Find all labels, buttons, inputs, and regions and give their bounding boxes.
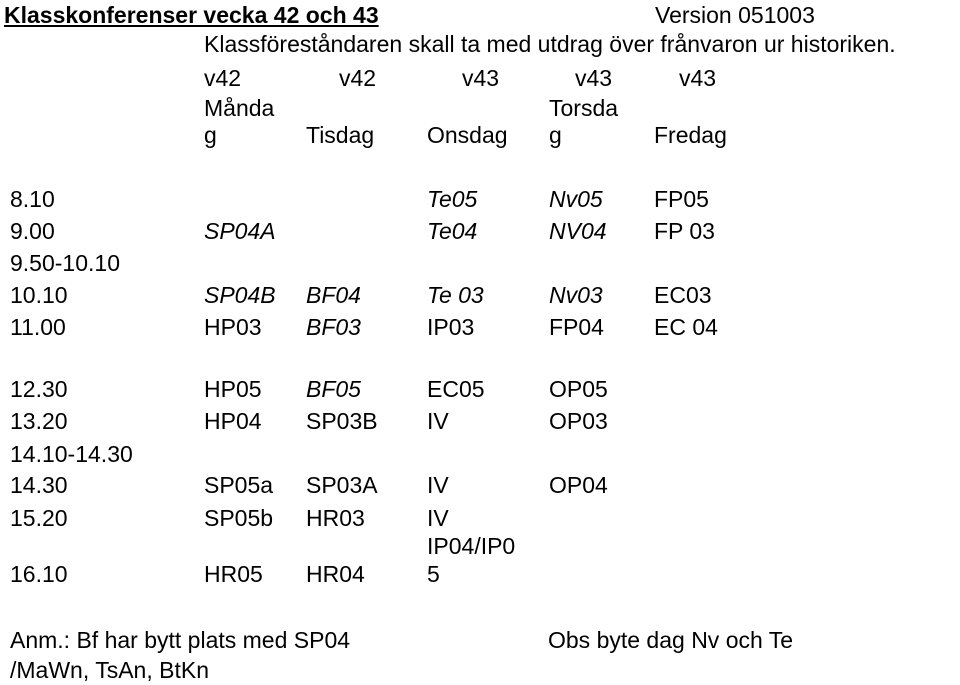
col-5-week: v43 xyxy=(679,65,717,91)
col-3-day: Onsdag xyxy=(427,122,508,148)
footer-note-right: Obs byte dag Nv och Te xyxy=(548,627,794,653)
col-4-day-line1: Torsda xyxy=(549,95,619,121)
footer-note-signatures: /MaWn, TsAn, BtKn xyxy=(10,657,209,683)
time-cell: 14.30 xyxy=(10,472,68,498)
schedule-cell: SP03B xyxy=(306,408,378,434)
time-cell: 12.30 xyxy=(10,376,68,402)
time-cell: 14.10-14.30 xyxy=(10,441,133,467)
page-title: Klasskonferenser vecka 42 och 43 xyxy=(4,2,379,28)
col-1-week: v42 xyxy=(204,65,242,91)
schedule-cell: SP05b xyxy=(204,505,274,531)
schedule-cell: BF04 xyxy=(306,282,361,308)
schedule-cell: FP 03 xyxy=(654,218,715,244)
schedule-cell: IV xyxy=(427,472,449,498)
schedule-cell: HP05 xyxy=(204,376,262,402)
schedule-cell: HP03 xyxy=(204,314,262,340)
schedule-cell: SP04B xyxy=(204,282,276,308)
time-cell: 10.10 xyxy=(10,282,68,308)
schedule-cell: EC05 xyxy=(427,376,485,402)
schedule-cell: SP04A xyxy=(204,218,276,244)
schedule-cell: NV04 xyxy=(549,218,607,244)
col-2-week: v42 xyxy=(339,65,377,91)
schedule-cell: SP03A xyxy=(306,472,378,498)
time-cell: 11.00 xyxy=(10,314,66,340)
schedule-cell: Te05 xyxy=(427,186,478,212)
schedule-cell-wrapped-line2: 5 xyxy=(427,561,440,587)
time-cell: 8.10 xyxy=(10,186,55,212)
schedule-cell: SP05a xyxy=(204,472,274,498)
time-cell: 9.50-10.10 xyxy=(10,250,120,276)
schedule-cell: IV xyxy=(427,505,449,531)
schedule-cell: OP05 xyxy=(549,376,608,402)
subtitle-note: Klassföreståndaren skall ta med utdrag över frånvaron ur historiken. xyxy=(204,31,896,57)
col-4-day-line2: g xyxy=(549,122,562,148)
schedule-cell: EC03 xyxy=(654,282,712,308)
schedule-cell: Te 03 xyxy=(427,282,484,308)
schedule-cell: HR05 xyxy=(204,561,263,587)
schedule-cell: BF05 xyxy=(306,376,361,402)
schedule-cell: Nv03 xyxy=(549,282,603,308)
time-cell: 13.20 xyxy=(10,408,68,434)
schedule-cell: HR03 xyxy=(306,505,365,531)
col-3-week: v43 xyxy=(462,65,500,91)
footer-note: Anm.: Bf har bytt plats med SP04 xyxy=(10,627,351,653)
time-cell: 16.10 xyxy=(10,561,68,587)
time-cell: 15.20 xyxy=(10,505,68,531)
col-2-day: Tisdag xyxy=(306,122,375,148)
schedule-cell: HR04 xyxy=(306,561,365,587)
col-4-week: v43 xyxy=(575,65,613,91)
schedule-cell: FP05 xyxy=(654,186,709,212)
schedule-cell: OP04 xyxy=(549,472,608,498)
time-cell: 9.00 xyxy=(10,218,55,244)
col-5-day: Fredag xyxy=(654,122,727,148)
schedule-cell: IV xyxy=(427,408,449,434)
version-label: Version 051003 xyxy=(655,2,815,28)
schedule-cell: OP03 xyxy=(549,408,608,434)
schedule-cell: Te04 xyxy=(427,218,478,244)
schedule-cell: HP04 xyxy=(204,408,262,434)
schedule-cell: Nv05 xyxy=(549,186,603,212)
schedule-cell: IP03 xyxy=(427,314,475,340)
col-1-day-line2: g xyxy=(204,122,217,148)
schedule-cell: BF03 xyxy=(306,314,361,340)
schedule-cell: EC 04 xyxy=(654,314,718,340)
schedule-cell: FP04 xyxy=(549,314,604,340)
schedule-cell-wrapped-line1: IP04/IP0 xyxy=(427,533,516,559)
col-1-day-line1: Månda xyxy=(204,95,275,121)
